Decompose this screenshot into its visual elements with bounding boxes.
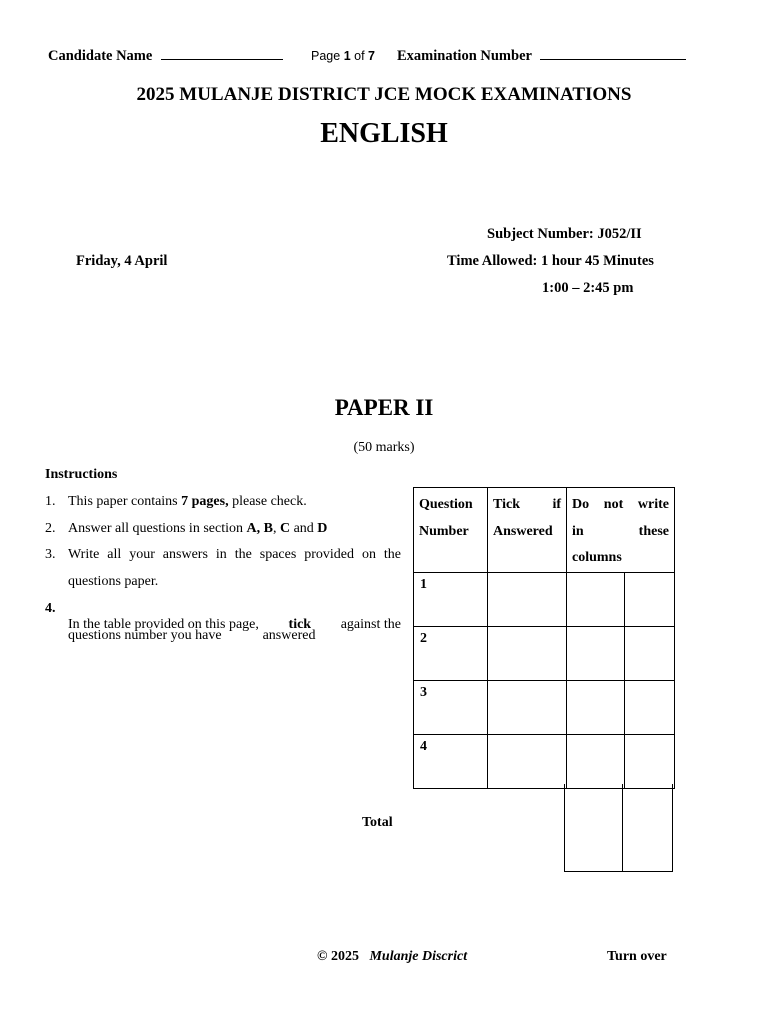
- instruction-item-2: 2. Answer all questions in section A, B, C and D: [45, 521, 328, 536]
- exam-title: 2025 MULANJE DISTRICT JCE MOCK EXAMINATIONS: [136, 84, 632, 105]
- tick-cell[interactable]: [488, 734, 567, 788]
- footer-copyright: © 2025 Mulanje Discrict: [317, 949, 468, 964]
- header-question-number: Question Number: [414, 488, 488, 573]
- examination-number-label: Examination Number: [397, 47, 686, 65]
- question-number-cell: 4: [414, 734, 488, 788]
- instruction-item-1: 1. This paper contains 7 pages, please check.: [45, 494, 307, 509]
- exam-date: Friday, 4 April: [76, 253, 168, 269]
- question-tick-table: [413, 487, 675, 789]
- candidate-name-blank[interactable]: [161, 47, 283, 60]
- instruction-item-4: 4. In the table provided on this page, tick against the: [45, 601, 401, 632]
- examination-number-blank[interactable]: [540, 47, 686, 60]
- subject-number: Subject Number: J052/II: [487, 226, 642, 242]
- examiner-cell: [567, 680, 625, 734]
- question-number-cell: 2: [414, 626, 488, 680]
- tick-cell[interactable]: [488, 572, 567, 626]
- total-label: Total: [362, 815, 393, 830]
- question-number-cell: 1: [414, 572, 488, 626]
- tick-cell[interactable]: [488, 680, 567, 734]
- question-number-cell: 3: [414, 680, 488, 734]
- table-row: [414, 734, 675, 788]
- header-tick-if-answered: Tick if Answered: [488, 488, 567, 573]
- total-boxes: [564, 784, 673, 872]
- examiner-cell: [624, 734, 674, 788]
- table-row: [414, 626, 675, 680]
- turn-over-label: Turn over: [607, 949, 667, 964]
- instruction-item-3: 3. Write all your answers in the spaces provided on the: [45, 547, 401, 562]
- time-range: 1:00 – 2:45 pm: [542, 280, 634, 296]
- subject-title: ENGLISH: [320, 118, 448, 149]
- table-row: [414, 680, 675, 734]
- instruction-item-3-cont: questions paper.: [68, 574, 159, 589]
- examiner-cell: [624, 572, 674, 626]
- examiner-cell: [624, 626, 674, 680]
- table-header-row: [414, 488, 675, 573]
- examiner-cell: [624, 680, 674, 734]
- candidate-name-label: Candidate Name: [48, 47, 283, 65]
- examiner-cell: [567, 734, 625, 788]
- examiner-cell: [567, 626, 625, 680]
- examiner-cell: [567, 572, 625, 626]
- paper-title: PAPER II: [334, 395, 434, 420]
- instruction-item-4-cont: questions number you have answered: [68, 628, 316, 643]
- instructions-heading: Instructions: [45, 467, 118, 482]
- table-row: [414, 572, 675, 626]
- marks-total: (50 marks): [353, 440, 415, 455]
- tick-cell[interactable]: [488, 626, 567, 680]
- page-indicator: Page 1 of 7: [311, 49, 375, 63]
- header-do-not-write: Do not write in these columns: [567, 488, 675, 573]
- time-allowed: Time Allowed: 1 hour 45 Minutes: [447, 253, 654, 269]
